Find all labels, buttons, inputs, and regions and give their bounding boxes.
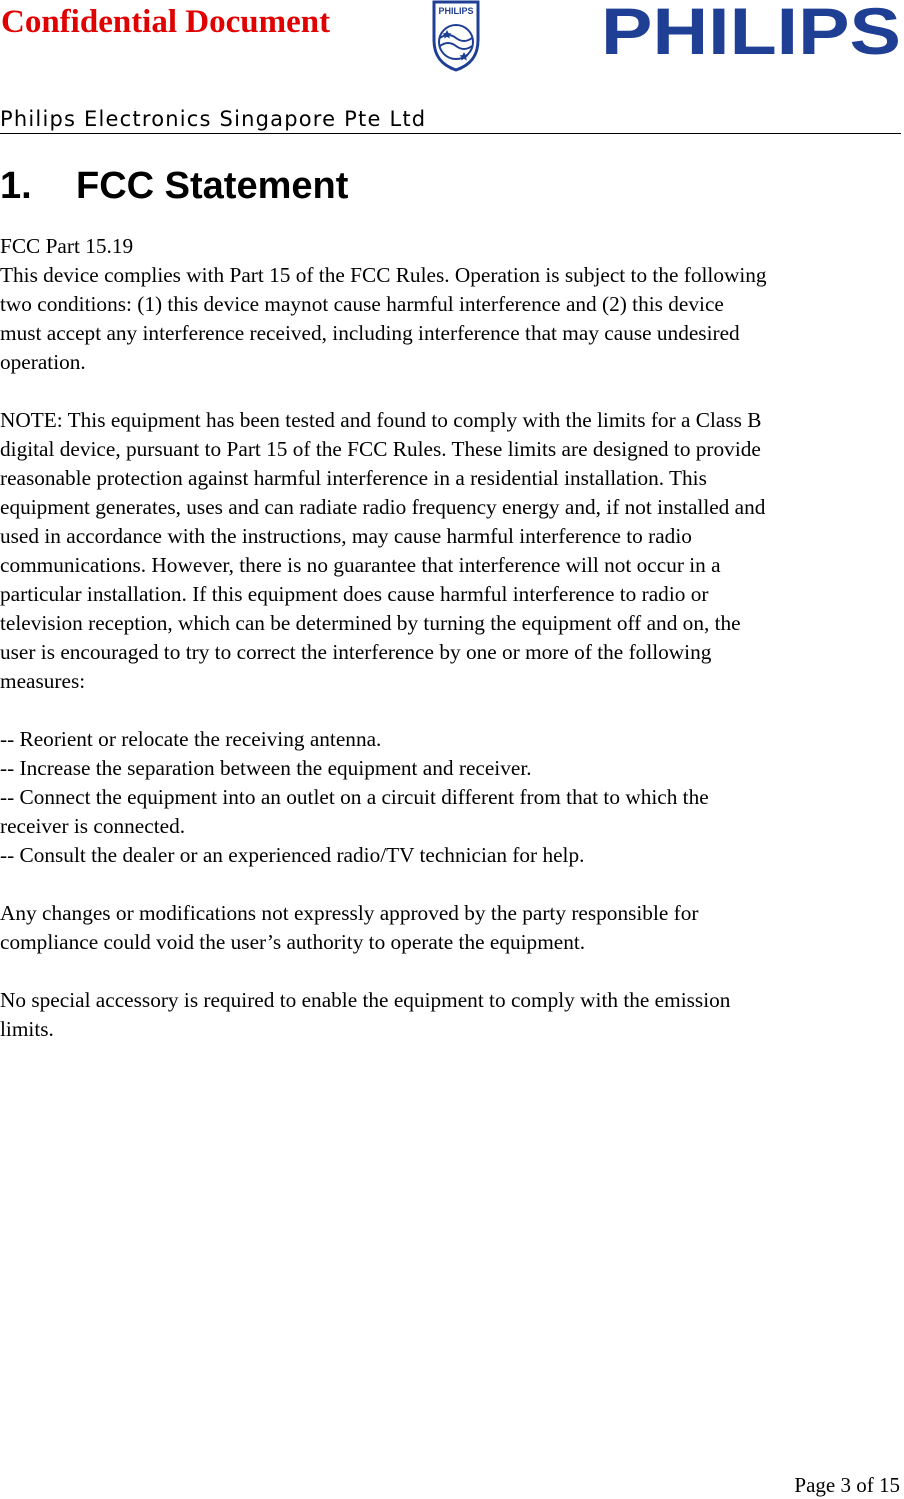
philips-shield-logo bbox=[430, 0, 482, 72]
document-body bbox=[0, 232, 904, 1044]
confidential-label: Confidential Document bbox=[1, 4, 331, 40]
header-divider bbox=[0, 133, 901, 134]
paragraph-gap bbox=[0, 957, 904, 986]
text-line: must accept any interference received, including interference that may cause undesired bbox=[0, 321, 740, 345]
text-line: operation. bbox=[0, 350, 86, 374]
company-name: Philips Electronics Singapore Pte Ltd bbox=[0, 107, 427, 131]
paragraph-gap bbox=[0, 377, 904, 406]
list-item: -- Connect the equipment into an outlet on a circuit different from that to which the bbox=[0, 785, 709, 809]
text-line: NOTE: This equipment has been tested and found to comply with the limits for a Class B bbox=[0, 408, 762, 432]
list-item: -- Reorient or relocate the receiving antenna. bbox=[0, 727, 382, 751]
text-line: television reception, which can be determined by turning the equipment off and on, the bbox=[0, 611, 741, 635]
intro-paragraph bbox=[0, 232, 904, 377]
text-line: digital device, pursuant to Part 15 of the FCC Rules. These limits are designed to provide bbox=[0, 437, 761, 461]
section-heading bbox=[0, 160, 348, 212]
text-line: two conditions: (1) this device maynot cause harmful interference and (2) this device bbox=[0, 292, 724, 316]
text-line: limits. bbox=[0, 1017, 54, 1041]
text-line: This device complies with Part 15 of the FCC Rules. Operation is subject to the following bbox=[0, 263, 767, 287]
text-line: particular installation. If this equipment does cause harmful interference to radio or bbox=[0, 582, 709, 606]
paragraph-gap bbox=[0, 870, 904, 899]
wordmark-logo-text: PHILIPS bbox=[601, 2, 901, 62]
section-title: FCC Statement bbox=[76, 165, 349, 207]
text-line: communications. However, there is no guarantee that interference will not occur in a bbox=[0, 553, 721, 577]
text-line: No special accessory is required to enable the equipment to comply with the emission bbox=[0, 988, 731, 1012]
philips-wordmark-logo bbox=[598, 2, 904, 62]
list-item: receiver is connected. bbox=[0, 814, 186, 838]
text-line: FCC Part 15.19 bbox=[0, 234, 134, 258]
section-number: 1. bbox=[0, 165, 32, 207]
text-line: equipment generates, uses and can radiate radio frequency energy and, if not installed and bbox=[0, 495, 766, 519]
list-item: -- Increase the separation between the equipment and receiver. bbox=[0, 756, 532, 780]
text-line: Any changes or modifications not expressly approved by the party responsible for bbox=[0, 901, 699, 925]
list-item: -- Consult the dealer or an experienced radio/TV technician for help. bbox=[0, 843, 585, 867]
measures-list bbox=[0, 725, 904, 870]
note-paragraph bbox=[0, 406, 904, 696]
shield-logo-text: PHILIPS bbox=[438, 6, 474, 16]
text-line: compliance could void the user’s authority to operate the equipment. bbox=[0, 930, 586, 954]
text-line: reasonable protection against harmful interference in a residential installation. This bbox=[0, 466, 707, 490]
text-line: user is encouraged to try to correct the interference by one or more of the following bbox=[0, 640, 712, 664]
text-line: used in accordance with the instructions, may cause harmful interference to radio bbox=[0, 524, 692, 548]
text-line: measures: bbox=[0, 669, 86, 693]
page-number: Page 3 of 15 bbox=[794, 1473, 900, 1497]
accessory-paragraph bbox=[0, 986, 904, 1044]
changes-paragraph bbox=[0, 899, 904, 957]
paragraph-gap bbox=[0, 696, 904, 725]
